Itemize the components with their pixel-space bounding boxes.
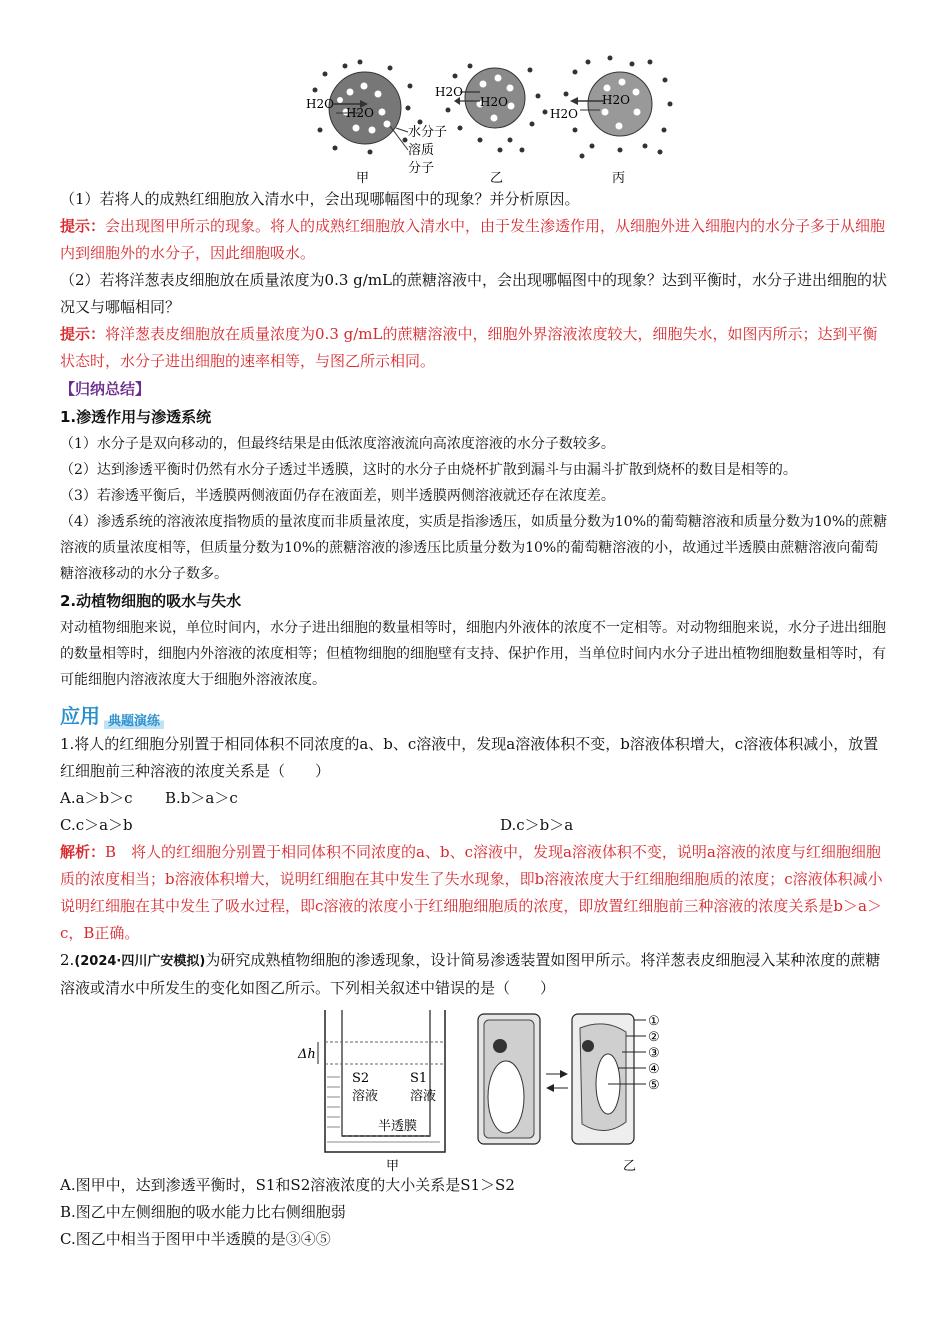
osmosis-cells-figure: [60, 0, 890, 186]
exercise-2-text: 为研究成熟植物细胞的渗透现象，设计简易渗透装置如图甲所示。将洋葱表皮细胞浸入某种浓度的蔗糖溶液或清水中所发生的变化如图乙所示。下列相关叙述中错误的是（ ）: [60, 951, 881, 997]
label-num-3: ③: [648, 1046, 660, 1061]
label-yi: 乙: [490, 171, 504, 186]
option-b[interactable]: B.b＞a＞c: [165, 789, 238, 807]
exercise-1-analysis: [60, 839, 890, 947]
plant-cell-left-vacuole: [488, 1061, 524, 1133]
s2-label: S2: [352, 1071, 370, 1086]
option-a[interactable]: A.a＞b＞c: [60, 789, 133, 807]
section-1-item: （3）若渗透平衡后，半透膜两侧液面仍存在液面差，则半透膜两侧溶液就还存在浓度差。: [60, 488, 615, 504]
tip-text: 会出现图甲所示的现象。将人的成熟红细胞放入清水中，由于发生渗透作用，从细胞外进入细胞内的水分子多于从细胞内到细胞外的水分子，因此细胞吸水。: [60, 217, 886, 262]
exercise-2-option-c[interactable]: C.图乙中相当于图甲中半透膜的是③④⑤: [60, 1230, 331, 1248]
h2o-label-yi-out: H2O: [435, 85, 463, 99]
osmosis-apparatus-figure: [60, 1002, 890, 1172]
exercise-1-stem: 1.将人的红细胞分别置于相同体积不同浓度的a、b、c溶液中，发现a溶液体积不变，b溶液体积增大，c溶液体积减小，放置红细胞前三种溶液的浓度关系是（ ）: [60, 735, 879, 780]
label-jia-2: 甲: [386, 1159, 400, 1172]
tip-label: 提示：: [60, 217, 106, 235]
h2o-label-yi-in: H2O: [480, 95, 508, 109]
tip-text: 将洋葱表皮细胞放在质量浓度为0.3 g/mL的蔗糖溶液中，细胞外界溶液浓度较大，细胞失水，如图丙所示；达到平衡状态时，水分子进出细胞的速率相等，与图乙所示相同。: [60, 325, 878, 370]
section-2-text: 对动植物细胞来说，单位时间内，水分子进出细胞的数量相等时，细胞内外液体的浓度不一定相等。对动物细胞来说，水分子进出细胞的数量相等时，细胞内外溶液的浓度相等；但植物细胞的细胞壁有支持、保护作用，当单位时间内水分子进出植物细胞数量相等时，有可能细胞内溶液浓度大于细胞外溶液浓度。: [60, 620, 886, 688]
section-1-item: （4）渗透系统的溶液浓度指物质的量浓度而非质量浓度，实质是指渗透压，如质量分数为10%的葡萄糖溶液和质量分数为10%的蔗糖溶液的质量浓度相等，但质量分数为10%的蔗糖溶液的渗透压比质量分数为10%的葡萄糖溶液的小，故通过半透膜由蔗糖溶液向葡萄糖溶液移动的水分子数多。: [60, 514, 888, 582]
label-num-4: ④: [648, 1062, 660, 1077]
s1-label: S1: [410, 1071, 428, 1086]
cells-diagram: [60, 0, 890, 186]
section-1-item: （2）达到渗透平衡时仍然有水分子透过半透膜，这时的水分子由烧杯扩散到漏斗与由漏斗扩散到烧杯的数目是相等的。: [60, 462, 797, 478]
section-1-item: （1）水分子是双向移动的，但最终结果是由低浓度溶液流向高浓度溶液的水分子数较多。: [60, 436, 615, 452]
label-bing: 丙: [612, 171, 626, 186]
question-2-prompt: （2）若将洋葱表皮细胞放在质量浓度为0.3 g/mL的蔗糖溶液中，会出现哪幅图中的现象？达到平衡时，水分子进出细胞的状况又与哪幅相同？: [60, 271, 888, 316]
banner-main-text: 应用: [60, 704, 100, 728]
legend-solute-text-2: 分子: [408, 161, 435, 176]
arrow-head-out-bing: [570, 97, 578, 105]
section-1-title: 1.渗透作用与渗透系统: [60, 408, 212, 426]
legend-pointer-water: [396, 128, 408, 132]
practice-banner: [60, 699, 890, 729]
option-c[interactable]: C.c＞a＞b: [60, 816, 133, 834]
exercise-1-options-row-2: [60, 812, 890, 839]
h2o-label-jia-out: H2O: [306, 97, 334, 111]
h2o-label-bing-in: H2O: [602, 93, 630, 107]
exercise-2-option-b[interactable]: B.图乙中左侧细胞的吸水能力比右侧细胞弱: [60, 1203, 346, 1221]
s1-solution-label: 溶液: [410, 1089, 437, 1104]
label-num-1: ①: [648, 1014, 660, 1029]
h2o-label-jia-in: H2O: [346, 106, 374, 120]
label-jia: 甲: [356, 171, 370, 186]
label-num-5: ⑤: [648, 1078, 660, 1093]
question-2-tip: [60, 321, 890, 375]
analysis-text: B 将人的红细胞分别置于相同体积不同浓度的a、b、c溶液中，发现a溶液体积不变，说明a溶液的浓度与红细胞细胞质的浓度相当；b溶液体积增大，说明红细胞在其中发生了失水现象，即b溶液浓度大于红细胞细胞质的浓度；c溶液体积减小说明红细胞在其中发生了吸水过程，即c溶液的浓度小于红细胞细胞质的浓度，即放置红细胞前三种溶液的浓度关系是b＞a＞c，B正确。: [60, 843, 883, 942]
plant-cell-left-nucleus: [493, 1039, 507, 1053]
page: [60, 0, 890, 1253]
label-num-2: ②: [648, 1030, 660, 1045]
membrane-label: 半透膜: [378, 1119, 418, 1134]
exercise-2-stem: [60, 947, 890, 1002]
tip-label: 提示：: [60, 325, 106, 343]
exercise-2-number: 2.: [60, 951, 75, 969]
banner-sub-text: 典题演练: [104, 710, 164, 729]
option-d[interactable]: D.c＞b＞a: [500, 816, 574, 834]
exercise-1-options-row-1: [60, 785, 890, 812]
h2o-label-bing-out: H2O: [550, 107, 578, 121]
summary-heading: 【归纳总结】: [60, 380, 151, 398]
apparatus-diagram: [60, 1002, 890, 1172]
plant-cell-right-nucleus: [582, 1040, 594, 1052]
s2-solution-label: 溶液: [352, 1089, 379, 1104]
legend-water-text: 水分子: [408, 125, 448, 140]
legend-solute-text-1: 溶质: [408, 143, 435, 158]
delta-h-label: Δh: [298, 1047, 316, 1062]
question-1-prompt: （1）若将人的成熟红细胞放入清水中，会出现哪幅图中的现象？并分析原因。: [60, 190, 580, 208]
exercise-2-source: (2024·四川广安模拟): [74, 954, 206, 969]
exercise-2-option-a[interactable]: A.图甲中，达到渗透平衡时，S1和S2溶液浓度的大小关系是S1＞S2: [60, 1176, 515, 1194]
section-2-title: 2.动植物细胞的吸水与失水: [60, 592, 242, 610]
analysis-label: 解析：: [60, 843, 106, 861]
label-yi-2: 乙: [623, 1159, 637, 1172]
question-1-tip: [60, 213, 890, 267]
